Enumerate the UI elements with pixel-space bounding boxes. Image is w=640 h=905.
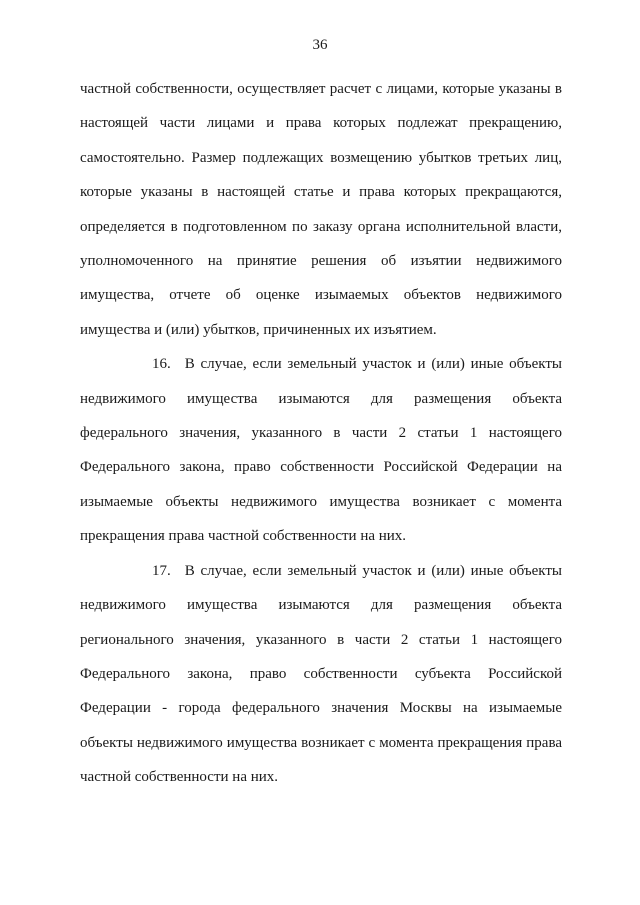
paragraph-17 — [80, 554, 562, 795]
paragraph-16 — [80, 347, 562, 553]
document-body — [80, 72, 562, 795]
paragraph-number: 16. — [152, 356, 171, 373]
paragraph-continuation — [80, 72, 562, 347]
paragraph-text: В случае, если земельный участок и (или) иные объекты недвижимого имущества изымаются для размещения объекта федерального значения, указанного в части 2 статьи 1 настоящего Федерального закона, право собственности Российской Федерации на изымаемые объекты недвижимого имущества возникает с момента прекращения права частной собственности на них. — [80, 356, 562, 545]
paragraph-number: 17. — [152, 562, 171, 579]
paragraph-text: В случае, если земельный участок и (или) иные объекты недвижимого имущества изымаются для размещения объекта регионального значения, указанного в части 2 статьи 1 настоящего Федерального закона, право собственности субъекта Российской Федерации - города федерального значения Москвы на изымаемые объекты недвижимого имущества возникает с момента прекращения права частной собственности на них. — [80, 562, 562, 786]
page-number: 36 — [312, 37, 328, 53]
paragraph-text: частной собственности, осуществляет расчет с лицами, которые указаны в настоящей части лицами и права которых подлежат прекращению, самостоятельно. Размер подлежащих возмещению убытков третьих лиц, которые указаны в настоящей статье и права которых прекращаются, определяется в подготовленном по заказу органа исполнительной власти, уполномоченного на принятие решения об изъятии недвижимого имущества, отчете об оценке изымаемых объектов недвижимого имущества и (или) убытков, причиненных их изъятием. — [80, 81, 562, 338]
